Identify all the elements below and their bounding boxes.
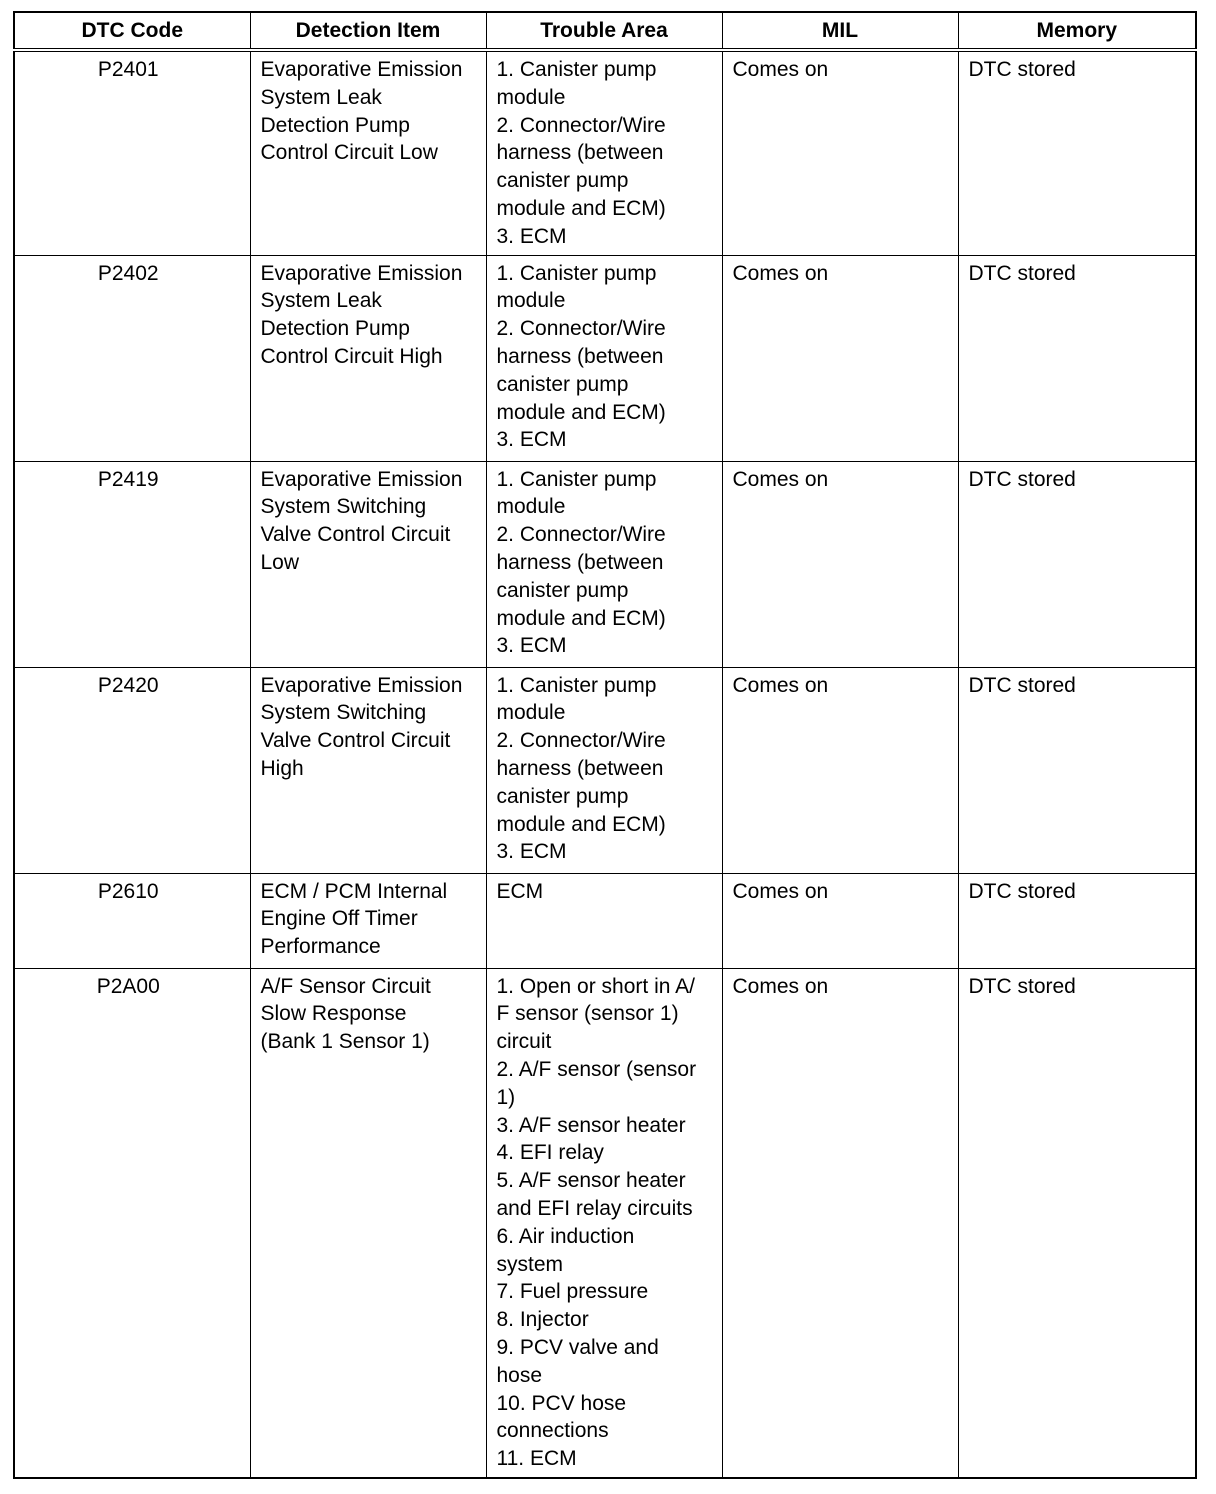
table-row <box>14 667 1196 873</box>
detection-item-cell <box>250 968 486 1478</box>
trouble-area-cell <box>486 461 722 667</box>
trouble-line: 4. EFI relay <box>496 1141 604 1165</box>
trouble-line: 2. A/F sensor (sensor <box>496 1057 697 1081</box>
trouble-line: 7. Fuel pressure <box>496 1280 649 1304</box>
trouble-area-cell <box>486 873 722 968</box>
detection-line: Valve Control Circuit <box>260 523 451 547</box>
detection-item-cell <box>250 50 486 255</box>
trouble-line: 3. A/F sensor heater <box>496 1113 686 1137</box>
mil-cell: Comes on <box>722 968 958 1478</box>
trouble-line: 1. Open or short in A/ <box>496 974 695 998</box>
header-mil: MIL <box>722 12 958 50</box>
detection-line: (Bank 1 Sensor 1) <box>260 1030 430 1054</box>
memory-cell: DTC stored <box>958 667 1196 873</box>
detection-line: Detection Pump <box>260 113 410 137</box>
trouble-line: module <box>496 495 566 519</box>
detection-line: Evaporative Emission <box>260 58 463 81</box>
detection-line: System Leak <box>260 85 382 109</box>
table-header <box>14 12 1196 50</box>
trouble-line: circuit <box>496 1030 552 1054</box>
detection-item-cell <box>250 873 486 968</box>
trouble-line: harness (between <box>496 756 664 780</box>
dtc-table <box>13 11 1197 1479</box>
trouble-line: harness (between <box>496 141 664 165</box>
dtc-code-cell: P2610 <box>14 873 250 968</box>
trouble-line: 10. PCV hose <box>496 1391 627 1415</box>
header-detection-item: Detection Item <box>250 12 486 50</box>
detection-line: ECM / PCM Internal <box>260 879 448 903</box>
trouble-line: module and ECM) <box>496 812 666 836</box>
memory-cell: DTC stored <box>958 50 1196 255</box>
trouble-line: 6. Air induction <box>496 1224 635 1248</box>
memory-cell: DTC stored <box>958 968 1196 1478</box>
detection-line: System Switching <box>260 495 427 519</box>
detection-item-cell <box>250 667 486 873</box>
trouble-line: module and ECM) <box>496 400 666 424</box>
trouble-line: 2. Connector/Wire <box>496 113 666 137</box>
table-row <box>14 873 1196 968</box>
trouble-line: 5. A/F sensor heater <box>496 1169 686 1193</box>
trouble-area-cell <box>486 255 722 461</box>
mil-cell: Comes on <box>722 461 958 667</box>
detection-item-cell <box>250 255 486 461</box>
trouble-line: module and ECM) <box>496 196 666 220</box>
dtc-code-cell: P2A00 <box>14 968 250 1478</box>
trouble-line: 3. ECM <box>496 634 567 658</box>
trouble-line: canister pump <box>496 372 629 396</box>
trouble-line: 1. Canister pump <box>496 261 657 285</box>
trouble-line: module and ECM) <box>496 606 666 630</box>
trouble-line: harness (between <box>496 550 664 574</box>
mil-cell: Comes on <box>722 255 958 461</box>
mil-cell: Comes on <box>722 50 958 255</box>
trouble-line: 11. ECM <box>496 1447 577 1471</box>
trouble-line: 3. ECM <box>496 840 567 864</box>
dtc-code-cell: P2419 <box>14 461 250 667</box>
trouble-line: 8. Injector <box>496 1308 589 1332</box>
header-dtc-code: DTC Code <box>14 12 250 50</box>
trouble-line: F sensor (sensor 1) <box>496 1002 679 1026</box>
trouble-line: 2. Connector/Wire <box>496 523 666 547</box>
detection-line: Slow Response <box>260 1002 407 1026</box>
detection-line: System Switching <box>260 701 427 725</box>
trouble-area-cell <box>486 667 722 873</box>
trouble-line: 1. Canister pump <box>496 467 657 491</box>
header-trouble-area: Trouble Area <box>486 12 722 50</box>
trouble-line: connections <box>496 1419 609 1443</box>
trouble-line: harness (between <box>496 344 664 368</box>
detection-line: Evaporative Emission <box>260 261 463 285</box>
detection-line: Engine Off Timer <box>260 907 418 931</box>
detection-line: Control Circuit Low <box>260 141 438 165</box>
table-row <box>14 461 1196 667</box>
trouble-line: 3. ECM <box>496 224 567 248</box>
memory-cell: DTC stored <box>958 461 1196 667</box>
mil-cell: Comes on <box>722 667 958 873</box>
table-body <box>14 50 1196 1478</box>
dtc-code-cell: P2401 <box>14 50 250 255</box>
mil-cell: Comes on <box>722 873 958 968</box>
trouble-line: canister pump <box>496 784 629 808</box>
trouble-line: system <box>496 1252 564 1276</box>
detection-line: Low <box>260 550 300 574</box>
trouble-line: ECM <box>496 879 544 903</box>
memory-cell: DTC stored <box>958 873 1196 968</box>
trouble-area-cell <box>486 968 722 1478</box>
detection-line: Valve Control Circuit <box>260 729 451 753</box>
trouble-line: canister pump <box>496 578 629 602</box>
trouble-line: module <box>496 701 566 725</box>
trouble-line: 3. ECM <box>496 428 567 452</box>
trouble-line: module <box>496 85 566 109</box>
detection-line: Evaporative Emission <box>260 673 463 697</box>
detection-line: Control Circuit High <box>260 344 443 368</box>
trouble-area-cell <box>486 50 722 255</box>
table-row <box>14 50 1196 255</box>
trouble-line: 1. Canister pump <box>496 673 657 697</box>
trouble-line: and EFI relay circuits <box>496 1196 693 1220</box>
header-memory: Memory <box>958 12 1196 50</box>
trouble-line: 9. PCV valve and <box>496 1335 659 1359</box>
trouble-line: module <box>496 289 566 313</box>
trouble-line: 2. Connector/Wire <box>496 729 666 753</box>
detection-line: A/F Sensor Circuit <box>260 974 431 998</box>
table-row <box>14 968 1196 1478</box>
table-row <box>14 255 1196 461</box>
detection-line: Detection Pump <box>260 317 410 341</box>
dtc-code-cell: P2402 <box>14 255 250 461</box>
memory-cell: DTC stored <box>958 255 1196 461</box>
detection-line: Evaporative Emission <box>260 467 463 491</box>
trouble-line: hose <box>496 1363 543 1387</box>
detection-line: Performance <box>260 935 381 959</box>
trouble-line: canister pump <box>496 169 629 193</box>
dtc-code-cell: P2420 <box>14 667 250 873</box>
trouble-line: 1) <box>496 1085 516 1109</box>
trouble-line: 2. Connector/Wire <box>496 317 666 341</box>
detection-line: System Leak <box>260 289 382 313</box>
trouble-line: 1. Canister pump <box>496 58 657 81</box>
header-row <box>14 12 1196 50</box>
detection-item-cell <box>250 461 486 667</box>
detection-line: High <box>260 756 304 780</box>
